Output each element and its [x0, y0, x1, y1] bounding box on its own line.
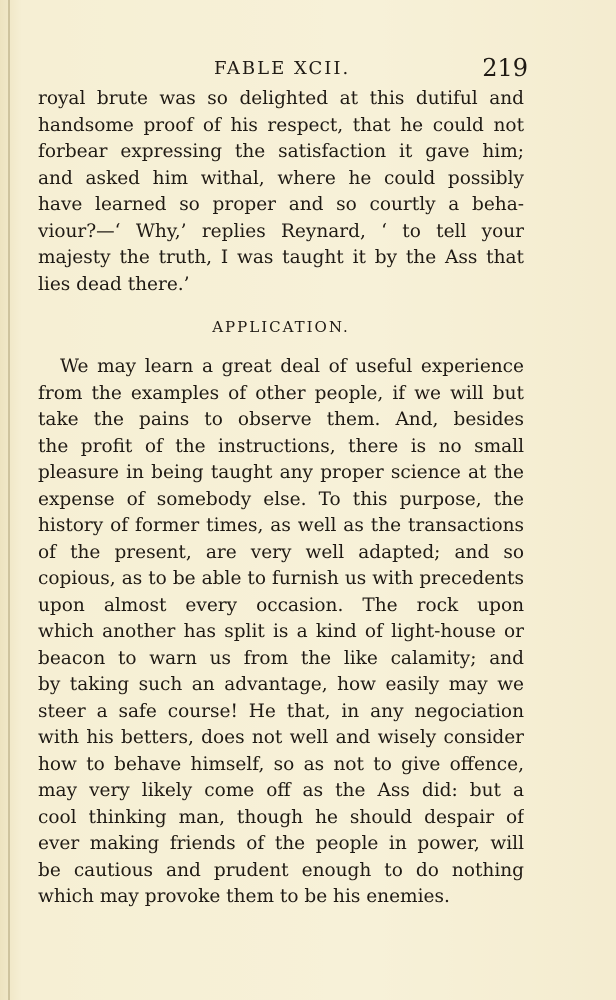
text-line: and asked him withal, where he could possibly	[38, 167, 524, 189]
text-line: of the present, are very well adapted; and so	[38, 541, 524, 563]
text-line: be cautious and prudent enough to do nothing	[38, 859, 524, 881]
page-edge	[8, 0, 10, 1000]
text-line: have learned so proper and so courtly a beha-	[38, 194, 524, 215]
text-line: history of former times, as well as the transactions	[38, 515, 524, 536]
text-line: copious, as to be able to furnish us with precedents	[38, 568, 524, 589]
text-line: by taking such an advantage, how easily may we	[38, 674, 524, 695]
text-line: may very likely come off as the Ass did: but a	[38, 780, 524, 801]
text-line: cool thinking man, though he should despair of	[38, 806, 524, 828]
text-line: We may learn a great deal of useful experience	[60, 356, 524, 377]
running-title: FABLE XCII.	[214, 58, 351, 79]
text-line: lies dead there.’	[38, 273, 190, 295]
text-line: which may provoke them to be his enemies.	[38, 886, 450, 907]
text-line: majesty the truth, I was taught it by the Ass that	[38, 247, 524, 268]
text-line: beacon to warn us from the like calamity; and	[38, 647, 524, 669]
running-head	[38, 56, 528, 86]
text-line: with his betters, does not well and wisely consider	[38, 727, 524, 748]
text-line: ever making friends of the people in power, will	[38, 833, 524, 854]
text-line: viour?—‘ Why,’ replies Reynard, ‘ to tell your	[38, 220, 524, 242]
text-line: handsome proof of his respect, that he could not	[38, 114, 524, 136]
text-line: the profit of the instructions, there is no small	[38, 435, 524, 457]
text-line: pleasure in being taught any proper science at the	[38, 462, 524, 483]
page-number: 219	[482, 54, 528, 82]
fable-text	[38, 86, 524, 298]
application-heading: APPLICATION.	[212, 318, 350, 336]
text-line: expense of somebody else. To this purpose, the	[38, 488, 524, 510]
text-line: steer a safe course! He that, in any negociation	[38, 700, 524, 722]
text-line: upon almost every occasion. The rock upon	[38, 594, 524, 616]
text-line: which another has split is a kind of light-house or	[38, 621, 524, 642]
application-text	[38, 354, 524, 911]
text-line: how to behave himself, so as not to give offence,	[38, 753, 524, 775]
text-line: take the pains to observe them. And, besides	[38, 409, 524, 430]
text-line: from the examples of other people, if we will but	[38, 382, 524, 404]
text-line: forbear expressing the satisfaction it gave him;	[38, 141, 524, 162]
text-line: royal brute was so delighted at this dutiful and	[38, 88, 524, 109]
